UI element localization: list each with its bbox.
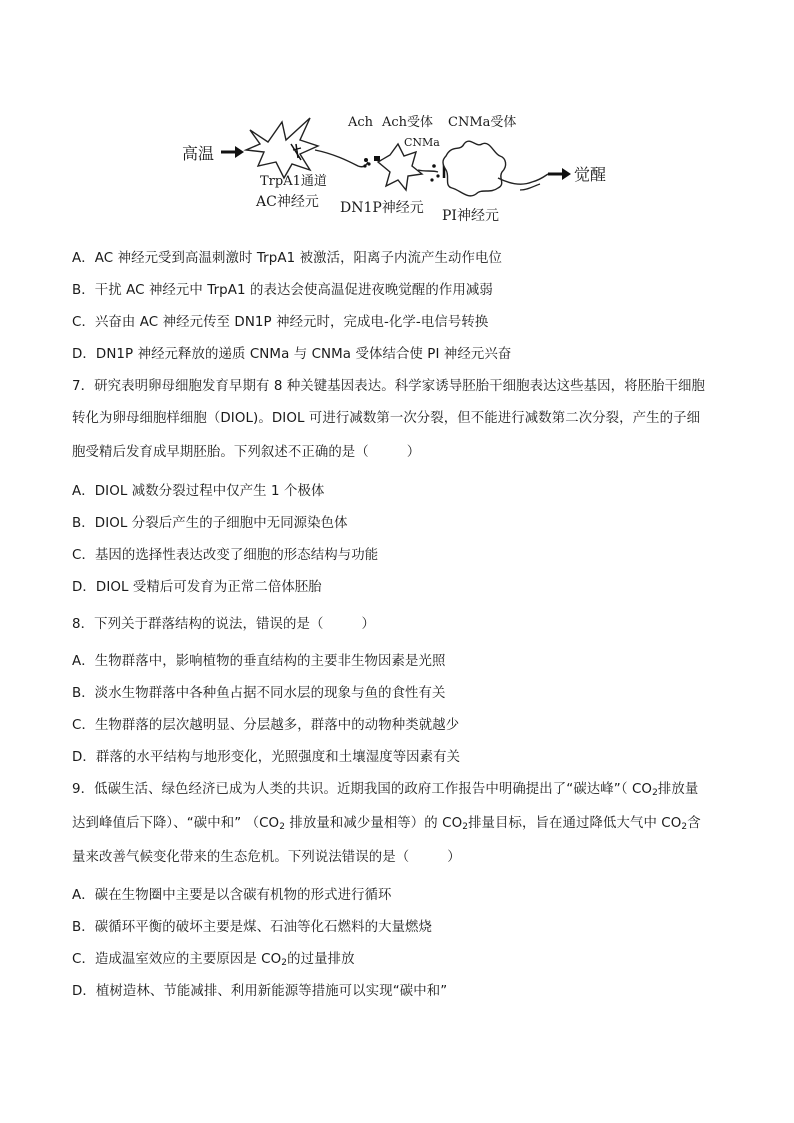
q9-line2-text-a: 达到峰值后下降）、“碳中和” （CO [72, 816, 280, 831]
q8-stem-text: 8．下列关于群落结构的说法，错误的是（ [72, 617, 324, 632]
q7-option-d: D．DIOL 受精后可发育为正常二倍体胚胎 [72, 580, 322, 595]
co2-subscript: 2 [462, 822, 469, 832]
dn1p-neuron-label: DN1P神经元 [340, 200, 424, 216]
cnma-release [430, 164, 439, 181]
q6-option-c: C．兴奋由 AC 神经元传至 DN1P 神经元时，完成电-化学-电信号转换 [72, 315, 489, 330]
q7-stem-line2: 转化为卵母细胞样细胞（DIOL)。DIOL 可进行减数第一次分裂，但不能进行减数第二次分裂，产生的子细 [72, 411, 701, 426]
q6-option-d: D．DN1P 神经元释放的递质 CNMa 与 CNMa 受体结合使 PI 神经元兴奋 [72, 347, 512, 362]
q9-line1-text-end: 排放量 [657, 782, 699, 797]
q7-option-a: A．DIOL 减数分裂过程中仅产生 1 个极体 [72, 484, 325, 499]
q6-option-a: A．AC 神经元受到高温刺激时 TrpA1 被激活，阳离子内流产生动作电位 [72, 251, 502, 266]
q8-option-a: A．生物群落中，影响植物的垂直结构的主要非生物因素是光照 [72, 654, 446, 669]
q9-stem-line3 [72, 849, 732, 867]
pi-neuron-label: PI神经元 [442, 208, 499, 224]
pi-axon [498, 174, 548, 184]
ach-label: Ach [348, 115, 374, 130]
q7-stem-close: ） [406, 445, 421, 460]
q8-option-b: B．淡水生物群落中各种鱼占据不同水层的现象与鱼的食性有关 [72, 686, 446, 701]
q8-option-d: D．群落的水平结构与地形变化，光照强度和土壤湿度等因素有关 [72, 750, 461, 765]
output-label: 觉醒 [574, 165, 607, 184]
ac-neuron-label: AC神经元 [256, 194, 319, 210]
q9-option-c [72, 951, 732, 969]
co2-subscript: 2 [281, 958, 288, 968]
co2-subscript: 2 [652, 788, 658, 798]
q7-stem-line3 [72, 444, 732, 462]
trpa1-label: TrpA1通道 [260, 174, 327, 189]
q8-stem [72, 616, 732, 634]
q9-option-c-text: C．造成温室效应的主要原因是 CO [72, 952, 282, 967]
q9-stem-text: 量来改善气候变化带来的生态危机。下列说法错误的是（ [72, 850, 410, 865]
cnma-receptor-label: CNMa受体 [448, 115, 517, 130]
dn1p-neuron-shape [378, 144, 422, 190]
neuron-diagram [160, 100, 630, 230]
q7-stem-line1: 7．研究表明卵母细胞发育早期有 8 种关键基因表达。科学家诱导胚胎干细胞表达这些基因，将胚胎干细胞 [72, 379, 706, 394]
pi-neuron-shape [443, 141, 506, 196]
q9-option-a: A．碳在生物圈中主要是以含碳有机物的形式进行循环 [72, 888, 392, 903]
input-label: 高温 [182, 144, 215, 163]
q9-option-d: D．植树造林、节能减排、利用新能源等措施可以实现“碳中和” [72, 984, 448, 999]
q7-option-b: B．DIOL 分裂后产生的子细胞中无同源染色体 [72, 516, 348, 531]
q9-stem-line2 [72, 815, 727, 833]
output-arrow [548, 168, 571, 180]
dn1p-axon [418, 170, 438, 172]
q9-option-b: B．碳循环平衡的破坏主要是煤、石油等化石燃料的大量燃烧 [72, 920, 433, 935]
q9-line2-text-c: 排量目标，旨在通过降低大气中 CO [468, 816, 682, 831]
ach-receptor-mark [374, 156, 380, 161]
q9-line1-text: 9．低碳生活、绿色经济已成为人类的共识。近期我国的政府工作报告中明确提出了“碳达峰”（ CO [72, 782, 653, 797]
ac-axon [315, 150, 368, 167]
q7-stem-text: 胞受精后发育成早期胚胎。下列叙述不正确的是（ [72, 445, 369, 460]
q8-stem-close: ） [361, 617, 375, 632]
ac-neuron-shape [246, 118, 318, 178]
q9-option-c-text-end: 的过量排放 [287, 952, 355, 967]
input-arrow [221, 146, 244, 158]
ach-receptor-label: Ach受体 [382, 115, 434, 130]
cnma-label: CNMa [404, 136, 440, 149]
pi-axon-terminal [520, 184, 540, 190]
q6-option-b: B．干扰 AC 神经元中 TrpA1 的表达会使高温促进夜晚觉醒的作用减弱 [72, 283, 493, 298]
q8-option-c: C．生物群落的层次越明显、分层越多，群落中的动物种类就越少 [72, 718, 460, 733]
q9-stem-close: ） [447, 850, 461, 865]
co2-subscript: 2 [681, 822, 688, 832]
q9-line2-text-b: 排放量和减少量相等）的 CO [285, 816, 463, 831]
neuron-diagram-figure [160, 100, 630, 230]
q7-option-c: C．基因的选择性表达改变了细胞的形态结构与功能 [72, 548, 379, 563]
co2-subscript: 2 [279, 822, 286, 832]
q9-line2-text-d: 含 [687, 816, 701, 831]
q9-stem-line1 [72, 781, 727, 799]
